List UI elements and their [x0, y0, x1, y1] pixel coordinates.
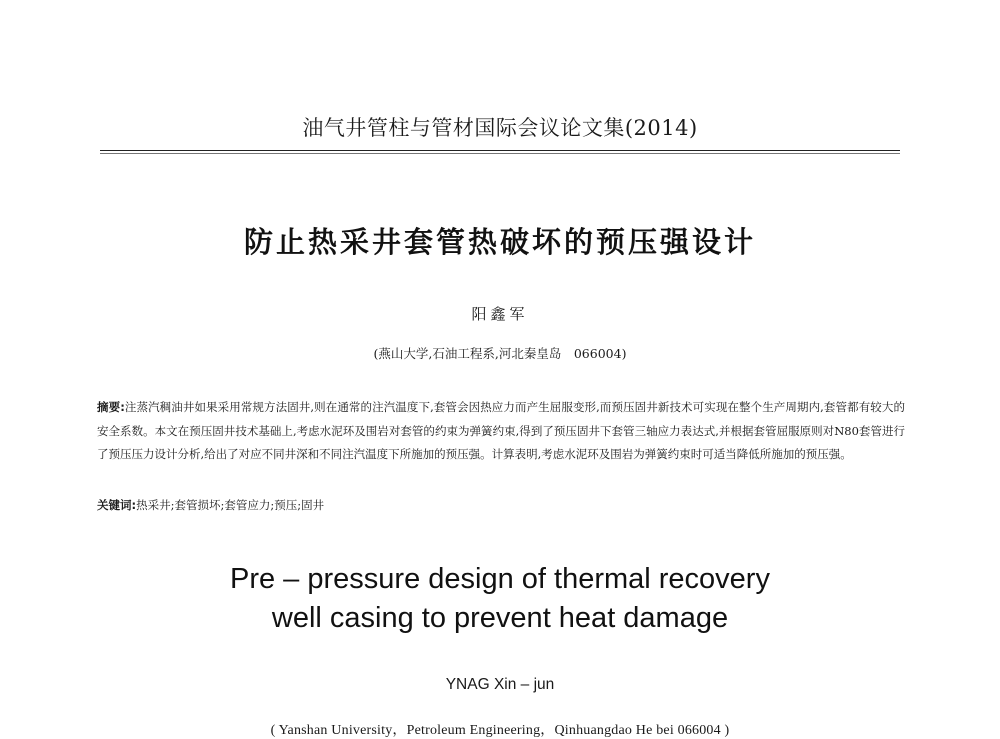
header-rule-bottom [100, 153, 900, 154]
running-header: 油气井管柱与管材国际会议论文集(2014) [302, 116, 698, 140]
chinese-affiliation: (燕山大学,石油工程系,河北秦皇岛 066004) [373, 346, 627, 361]
abstract-text: 注蒸汽稠油井如果采用常规方法固井,则在通常的注汽温度下,套管会因热应力而产生屈服变形,而预压固井新技术可实现在整个生产周期内,套管都有较大的安全系数。本文在预压固井技术基础上,考虑水泥环及围岩对套管的约束为弹簧约束,得到了预压固井下套管三轴应力表达式,并根据套管屈服原则对N80套管进行了预压压力设计分析,给出了对应不同井深和不同注汽温度下所施加的预压强。计算表明,考虑水泥环及围岩为弹簧约束时可适当降低所施加的预压强。 [97, 400, 905, 461]
keywords-label: 关键词: [97, 498, 137, 512]
abstract-label: 摘要: [97, 400, 125, 414]
keywords-line [97, 495, 905, 515]
english-affiliation: ( Yanshan University，Petroleum Engineering，Qinhuangdao He bei 066004 ) [270, 723, 730, 738]
keywords-text: 热采井;套管损坏;套管应力;预压;固井 [136, 498, 325, 512]
english-title-line-1: Pre – pressure design of thermal recovery [230, 563, 770, 595]
header-rule-top [100, 150, 900, 151]
english-title [0, 560, 1000, 638]
english-author: YNAG Xin – jun [445, 676, 555, 693]
english-title-line-2: well casing to prevent heat damage [271, 602, 729, 634]
chinese-title: 防止热采井套管热破坏的预压强设计 [243, 225, 756, 259]
chinese-author: 阳鑫军 [471, 305, 529, 323]
abstract-paragraph [97, 396, 905, 467]
